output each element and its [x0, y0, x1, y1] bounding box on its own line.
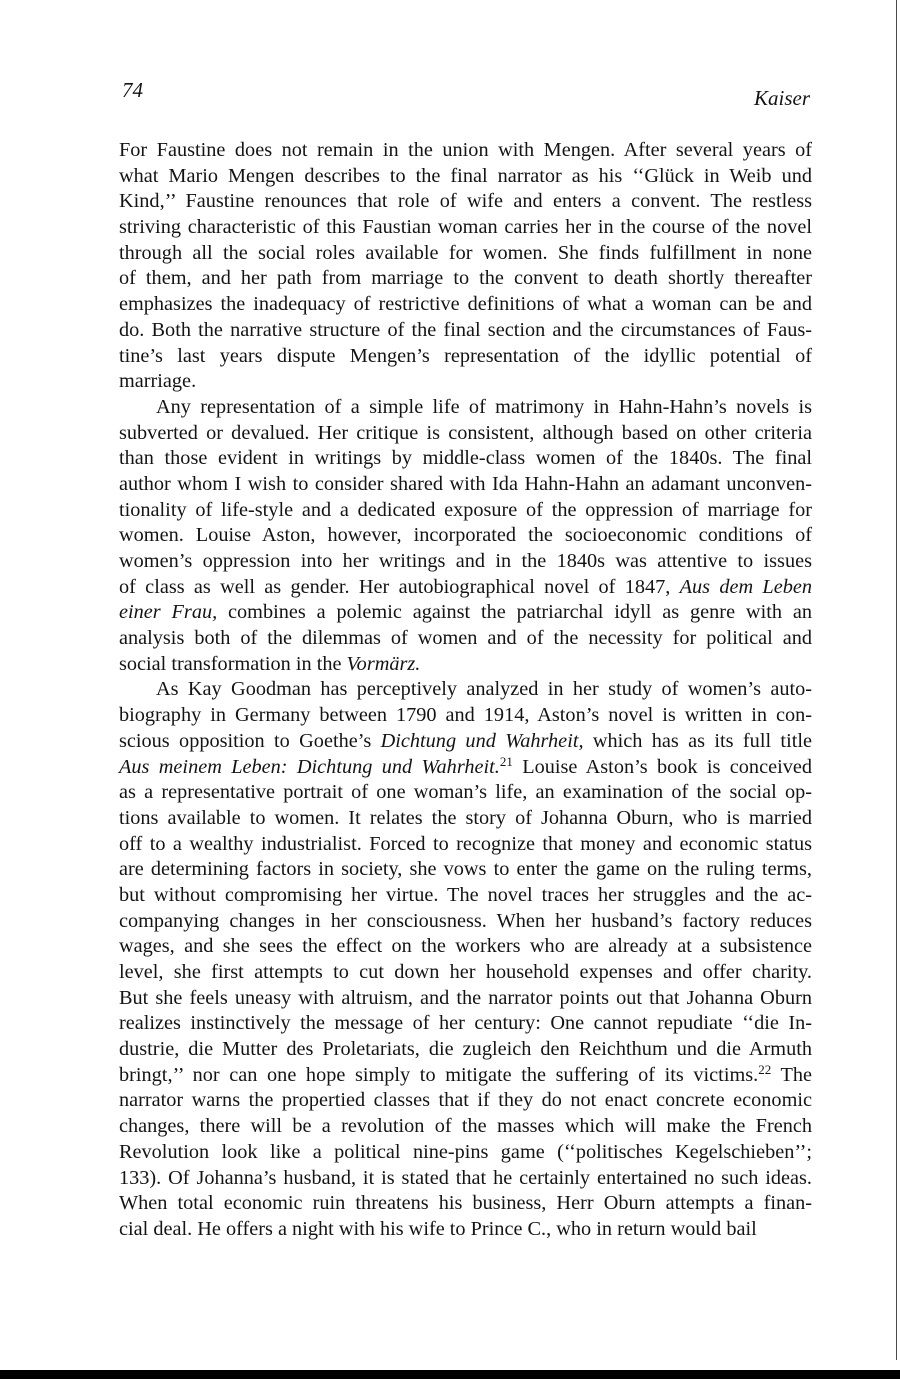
text-line	[119, 703, 812, 729]
text-run: companying changes in her consciousness. When her husband’s factory reduces	[119, 909, 812, 932]
text-run: wages, and she sees the effect on the workers who are already at a subsistence	[119, 935, 812, 958]
text-line	[119, 1011, 812, 1037]
text-run: Revolution look like a political nine-pins game (‘‘politisches Kegelschieben’’;	[119, 1140, 812, 1163]
text-run: biography in Germany between 1790 and 1914, Aston’s novel is written in con-	[119, 704, 812, 727]
text-line	[119, 729, 812, 755]
running-head: Kaiser	[753, 86, 810, 110]
text-run: analysis both of the dilemmas of women and of the necessity for political and	[119, 627, 812, 650]
text-run: Any representation of a simple life of matrimony in Hahn-Hahn’s novels is	[156, 395, 812, 418]
text-line	[119, 138, 812, 164]
text-line	[119, 549, 812, 575]
text-run: social transformation in the	[119, 652, 347, 675]
text-line	[119, 755, 812, 781]
text-run: scious opposition to Goethe’s	[119, 729, 381, 752]
text-run: tine’s last years dispute Mengen’s representation of the idyllic potential of	[119, 344, 812, 367]
text-line	[119, 318, 812, 344]
footnote-ref: 21	[499, 753, 513, 769]
text-run: author whom I wish to consider shared with Ida Hahn-Hahn an adamant unconven-	[119, 472, 812, 495]
text-run: as a representative portrait of one woman’s life, an examination of the social op-	[119, 781, 812, 804]
text-line	[119, 986, 812, 1012]
text-run: But she feels uneasy with altruism, and the narrator points out that Johanna Oburn	[119, 986, 812, 1009]
text-line	[119, 960, 812, 986]
text-line	[119, 498, 812, 524]
text-line	[119, 883, 812, 909]
italic-title: einer Frau,	[119, 601, 218, 624]
text-line	[119, 652, 812, 678]
text-run: women. Louise Aston, however, incorporated the socioeconomic conditions of	[119, 524, 812, 547]
text-run: Kind,’’ Faustine renounces that role of wife and enters a convent. The restless	[119, 190, 812, 213]
text-run: cial deal. He offers a night with his wife to Prince C., who in return would bail	[119, 1217, 757, 1240]
text-line	[119, 421, 812, 447]
text-run: of class as well as gender. Her autobiographical novel of 1847,	[119, 575, 680, 598]
text-line	[119, 1166, 812, 1192]
text-line	[119, 934, 812, 960]
text-line	[119, 344, 812, 370]
text-run: realizes instinctively the message of her century: One cannot repudiate ‘‘die In-	[119, 1012, 812, 1035]
text-run: 133). Of Johanna’s husband, it is stated that he certainly entertained no such ideas.	[119, 1166, 812, 1189]
text-line	[119, 575, 812, 601]
text-run: narrator warns the propertied classes that if they do not enact concrete economic	[119, 1089, 812, 1112]
italic-title: Aus dem Leben	[679, 575, 812, 598]
italic-title: Dichtung und Wahrheit,	[380, 729, 584, 752]
text-run: bringt,’’ nor can one hope simply to mitigate the suffering of its victims.	[119, 1063, 759, 1086]
text-line	[119, 266, 812, 292]
text-line	[119, 1217, 812, 1243]
text-run: When total economic ruin threatens his business, Herr Oburn attempts a finan-	[119, 1192, 812, 1215]
text-run: tionality of life-style and a dedicated exposure of the oppression of marriage for	[119, 498, 812, 521]
text-line	[119, 626, 812, 652]
text-line	[119, 189, 812, 215]
paragraph	[119, 138, 812, 395]
text-run: subverted or devalued. Her critique is consistent, although based on other criteria	[119, 421, 812, 444]
text-run: off to a wealthy industrialist. Forced to recognize that money and economic status	[119, 832, 812, 855]
text-line	[119, 241, 812, 267]
italic-title: Aus meinem Leben: Dichtung und Wahrheit.	[119, 755, 500, 778]
text-line	[119, 832, 812, 858]
page-number: 74	[122, 78, 143, 102]
text-line	[119, 523, 812, 549]
paragraph	[119, 395, 812, 678]
text-run: but without compromising her virtue. The novel traces her struggles and the ac-	[119, 883, 812, 906]
text-run: emphasizes the inadequacy of restrictive definitions of what a woman can be and	[119, 293, 812, 316]
text-line	[119, 909, 812, 935]
text-run: of them, and her path from marriage to the convent to death shortly thereafter	[119, 267, 812, 290]
text-run: marriage.	[119, 370, 197, 393]
text-run: For Faustine does not remain in the union with Mengen. After several years of	[119, 139, 812, 161]
text-line	[119, 857, 812, 883]
text-run: changes, there will be a revolution of the masses which will make the French	[119, 1115, 812, 1138]
paragraph	[119, 677, 812, 1242]
text-run: what Mario Mengen describes to the final narrator as his ‘‘Glück in Weib und	[119, 164, 812, 187]
text-run: dustrie, die Mutter des Proletariats, die zugleich den Reichthum und die Armuth	[119, 1038, 812, 1061]
scan-bottom-bar	[0, 1370, 900, 1379]
text-line	[119, 369, 812, 395]
text-line	[119, 677, 812, 703]
body-text	[119, 138, 812, 1243]
text-line	[119, 1037, 812, 1063]
text-line	[119, 164, 812, 190]
text-run: level, she first attempts to cut down her household expenses and offer charity.	[119, 961, 812, 983]
text-line	[119, 446, 812, 472]
text-line	[119, 472, 812, 498]
text-line	[119, 600, 812, 626]
text-run: Louise Aston’s book is conceived	[512, 755, 812, 778]
scan-edge-rule	[896, 0, 897, 1360]
text-line	[119, 215, 812, 241]
text-run: combines a polemic against the patriarchal idyll as genre with an	[217, 601, 812, 624]
italic-title: Vormärz.	[346, 652, 421, 675]
text-run: do. Both the narrative structure of the final section and the circumstances of Faus-	[119, 318, 812, 341]
footnote-ref: 22	[758, 1061, 772, 1077]
text-line	[119, 806, 812, 832]
text-line	[119, 292, 812, 318]
text-run: tions available to women. It relates the story of Johanna Oburn, who is married	[119, 806, 812, 829]
text-run: As Kay Goodman has perceptively analyzed in her study of women’s auto-	[156, 678, 812, 701]
text-run: striving characteristic of this Faustian woman carries her in the course of the novel	[119, 216, 812, 239]
text-run: through all the social roles available for women. She finds fulfillment in none	[119, 241, 812, 264]
text-run: The	[771, 1063, 812, 1086]
text-line	[119, 780, 812, 806]
text-run: women’s oppression into her writings and in the 1840s was attentive to issues	[119, 550, 812, 572]
text-line	[119, 1088, 812, 1114]
text-line	[119, 1191, 812, 1217]
text-line	[119, 1114, 812, 1140]
text-line	[119, 1140, 812, 1166]
text-line	[119, 395, 812, 421]
text-run: are determining factors in society, she vows to enter the game on the ruling terms,	[119, 858, 812, 881]
text-run: which has as its full title	[583, 729, 812, 752]
text-line	[119, 1063, 812, 1089]
text-run: than those evident in writings by middle-class women of the 1840s. The final	[119, 447, 812, 470]
